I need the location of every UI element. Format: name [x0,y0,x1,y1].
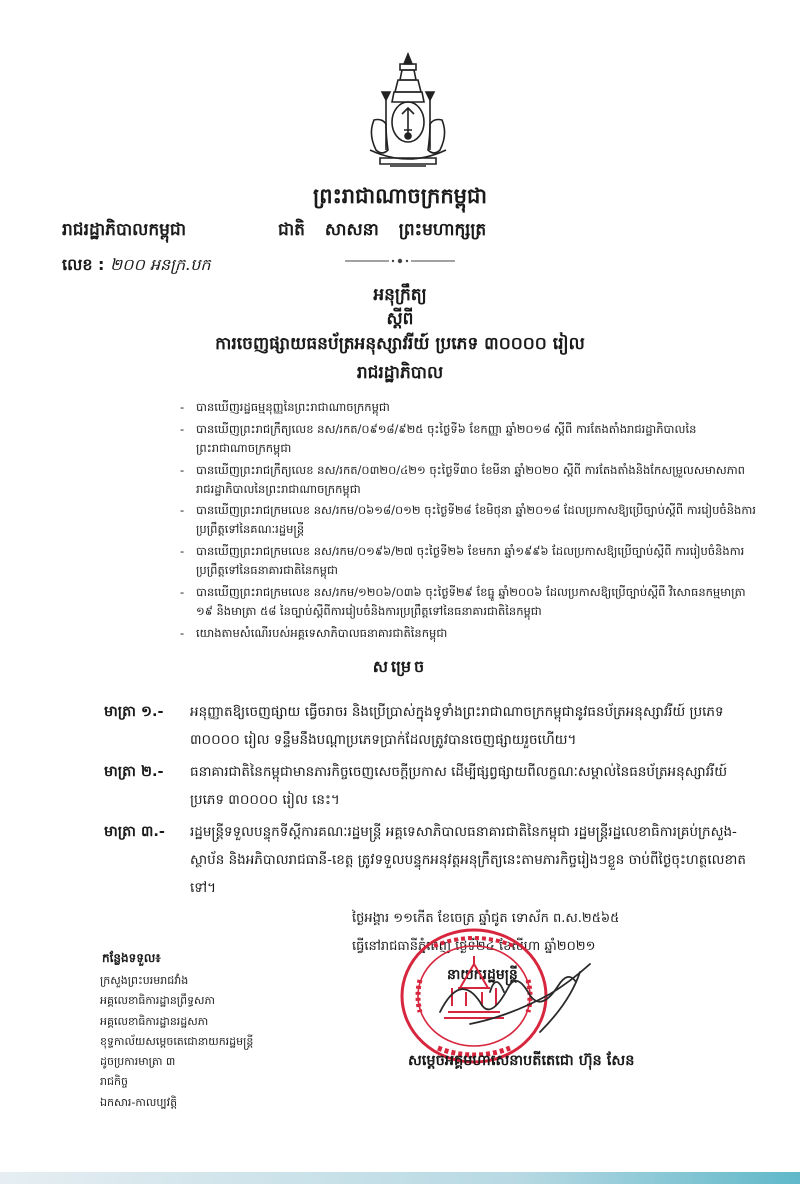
article-3 [104,818,754,902]
national-motto: ជាតិ សាសនា ព្រះមហាក្សត្រ [278,220,487,240]
reference-number [62,254,211,278]
signer-name: សម្តេចអគ្គមហាសេនាបតីតេជោ ហ៊ុន សែន [408,1053,635,1069]
reference-label: លេខ : [62,255,105,274]
article-text: ធនាគារជាតិនៃកម្ពុជាមានភារកិច្ចចេញសេចក្តីប្រកាស ដើម្បីផ្សព្វផ្សាយពីលក្ខណៈសម្គាល់នៃធនប័ត្រអនុស្សាវរីយ៍ ប្រភេទ ៣០០០០ រៀល នេះ។ [190,764,728,808]
article-2 [104,758,754,814]
recipient-item: អគ្គលេខាធិការដ្ឋានព្រឹទ្ធសភា [100,994,215,1008]
preamble-item: - បានឃើញព្រះរាជក្រឹត្យលេខ នស/រកត/០៩១៨/៩២៥ ចុះថ្ងៃទី៦ ខែកញ្ញា ឆ្នាំ២០១៨ ស្តីពី ការតែងតាំងរាជរដ្ឋាភិបាលនៃព្រះរាជាណាចក្រកម្ពុជា [178,420,758,458]
issuing-body: រាជរដ្ឋាភិបាល [356,363,444,383]
preamble-item: - បានឃើញព្រះរាជក្រមលេខ នស/រកម/០៦១៨/០១២ ចុះថ្ងៃទី២៨ ខែមិថុនា ឆ្នាំ២០១៨ ដែលប្រកាសឱ្យប្រើច្បាប់ស្តីពី ការរៀបចំនិងការប្រព្រឹត្តទៅនៃគណៈរដ្ឋមន្ត្រី [178,501,758,539]
recipient-item: ខុទ្ទកាល័យសម្តេចតេជោនាយករដ្ឋមន្ត្រី [100,1034,254,1048]
article-label: មាត្រា ១.- [104,704,164,720]
handwritten-signature-icon [430,952,610,1040]
decree-subject: ការចេញផ្សាយធនប័ត្រអនុស្សាវរីយ៍ ប្រភេទ ៣០០០០ រៀល [215,334,585,354]
preamble-item: - បានឃើញព្រះរាជក្រឹត្យលេខ នស/រកត/០៣២០/៤២១ ចុះថ្ងៃទី៣០ ខែមីនា ឆ្នាំ២០២០ ស្តីពី ការតែងតាំងនិងកែសម្រួលសមាសភាពរាជរដ្ឋាភិបាលនៃព្រះរាជាណាចក្រកម្ពុជា [178,461,758,499]
article-text: រដ្ឋមន្ត្រីទទួលបន្ទុកទីស្តីការគណៈរដ្ឋមន្ត្រី អគ្គទេសាភិបាលធនាគារជាតិនៃកម្ពុជា រដ្ឋមន្ត្រីរដ្ឋលេខាធិការគ្រប់ក្រសួង-ស្ថាប័ន និងអភិបាលរាជធានី-ខេត្ត ត្រូវទទួលបន្ទុកអនុវត្តអនុក្រឹត្យនេះតាមភារកិច្ចរៀងៗខ្លួន ចាប់ពីថ្ងៃចុះហត្ថលេខាតទៅ។ [190,824,746,896]
ornament-divider-icon [345,258,455,264]
decision-heading: សម្រេច [372,657,428,676]
preamble-item: - បានឃើញព្រះរាជក្រមលេខ នស/រកម/០១៩៦/២៧ ចុះថ្ងៃទី២៦ ខែមករា ឆ្នាំ១៩៩៦ ដែលប្រកាសឱ្យប្រើច្បាប់ស្តីពី ការរៀបចំនិងការប្រព្រឹត្តទៅនៃធនាគារជាតិនៃកម្ពុជា [178,542,758,580]
bottom-edge-strip [0,1172,800,1184]
kingdom-name: ព្រះរាជាណាចក្រកម្ពុជា [312,184,487,208]
articles-list [104,698,754,906]
preamble-item: - បានឃើញព្រះរាជក្រមលេខ នស/រកម/១២០៦/០៣៦ ចុះថ្ងៃទី២៩ ខែធ្នូ ឆ្នាំ២០០៦ ដែលប្រកាសឱ្យប្រើច្បាប់ស្តីពី វិសោធនកម្មមាត្រា ១៩ និងមាត្រា ៥៨ នៃច្បាប់ស្តីពីការរៀបចំនិងការប្រព្រឹត្តទៅនៃធនាគារជាតិនៃកម្ពុជា [178,583,758,621]
recipients-list [100,971,253,1113]
recipient-item: អគ្គលេខាធិការដ្ឋានរដ្ឋសភា [100,1014,209,1028]
recipients-heading: កន្លែងទទួល៖ [102,951,161,965]
article-label: មាត្រា ២.- [104,764,164,780]
preamble-item: - បានឃើញរដ្ឋធម្មនុញ្ញនៃព្រះរាជាណាចក្រកម្ពុជា [178,398,758,417]
article-label: មាត្រា ៣.- [104,824,165,840]
reference-value: ២០០ អនក្រ.បក [110,255,211,274]
article-text: អនុញ្ញាតឱ្យចេញផ្សាយ ធ្វើចរាចរ និងប្រើប្រាស់ក្នុងទូទាំងព្រះរាជាណាចក្រកម្ពុជានូវធនប័ត្រអនុស្សាវរីយ៍ ប្រភេទ ៣០០០០ រៀល ទន្ទឹមនឹងបណ្តាប្រភេទប្រាក់ដែលត្រូវបានចេញផ្សាយរួចហើយ។ [190,704,724,748]
article-1 [104,698,754,754]
preamble-item: - យោងតាមសំណើរបស់អគ្គទេសាភិបាលធនាគារជាតិនៃកម្ពុជា [178,624,758,643]
solar-date: ធ្វើនៅរាជធានីភ្នំពេញ ថ្ងៃទី២៤ ខែសីហា ឆ្នាំ២០២១ [352,939,596,954]
about-label: ស្តីពី [386,309,414,329]
recipient-item: រាជកិច្ច [100,1075,128,1089]
recipient-item: ក្រសួងព្រះបរមរាជវាំង [100,974,189,987]
recipient-item: ដូចប្រការមាត្រា ៣ [100,1055,176,1069]
preamble-list [178,398,758,646]
royal-coat-of-arms-icon [360,50,456,178]
lunar-date: ថ្ងៃអង្គារ ១១កើត ខែចេត្រ ឆ្នាំជូត ទោស័ក ព.ស.២៥៦៥ [352,911,620,926]
recipient-item: ឯកសារ-កាលប្បវត្តិ [100,1095,178,1109]
signatory-title: នាយករដ្ឋមន្ត្រី [447,967,518,983]
document-type: អនុក្រឹត្យ [373,285,427,305]
ministry-name: រាជរដ្ឋាភិបាលកម្ពុជា [62,220,187,240]
